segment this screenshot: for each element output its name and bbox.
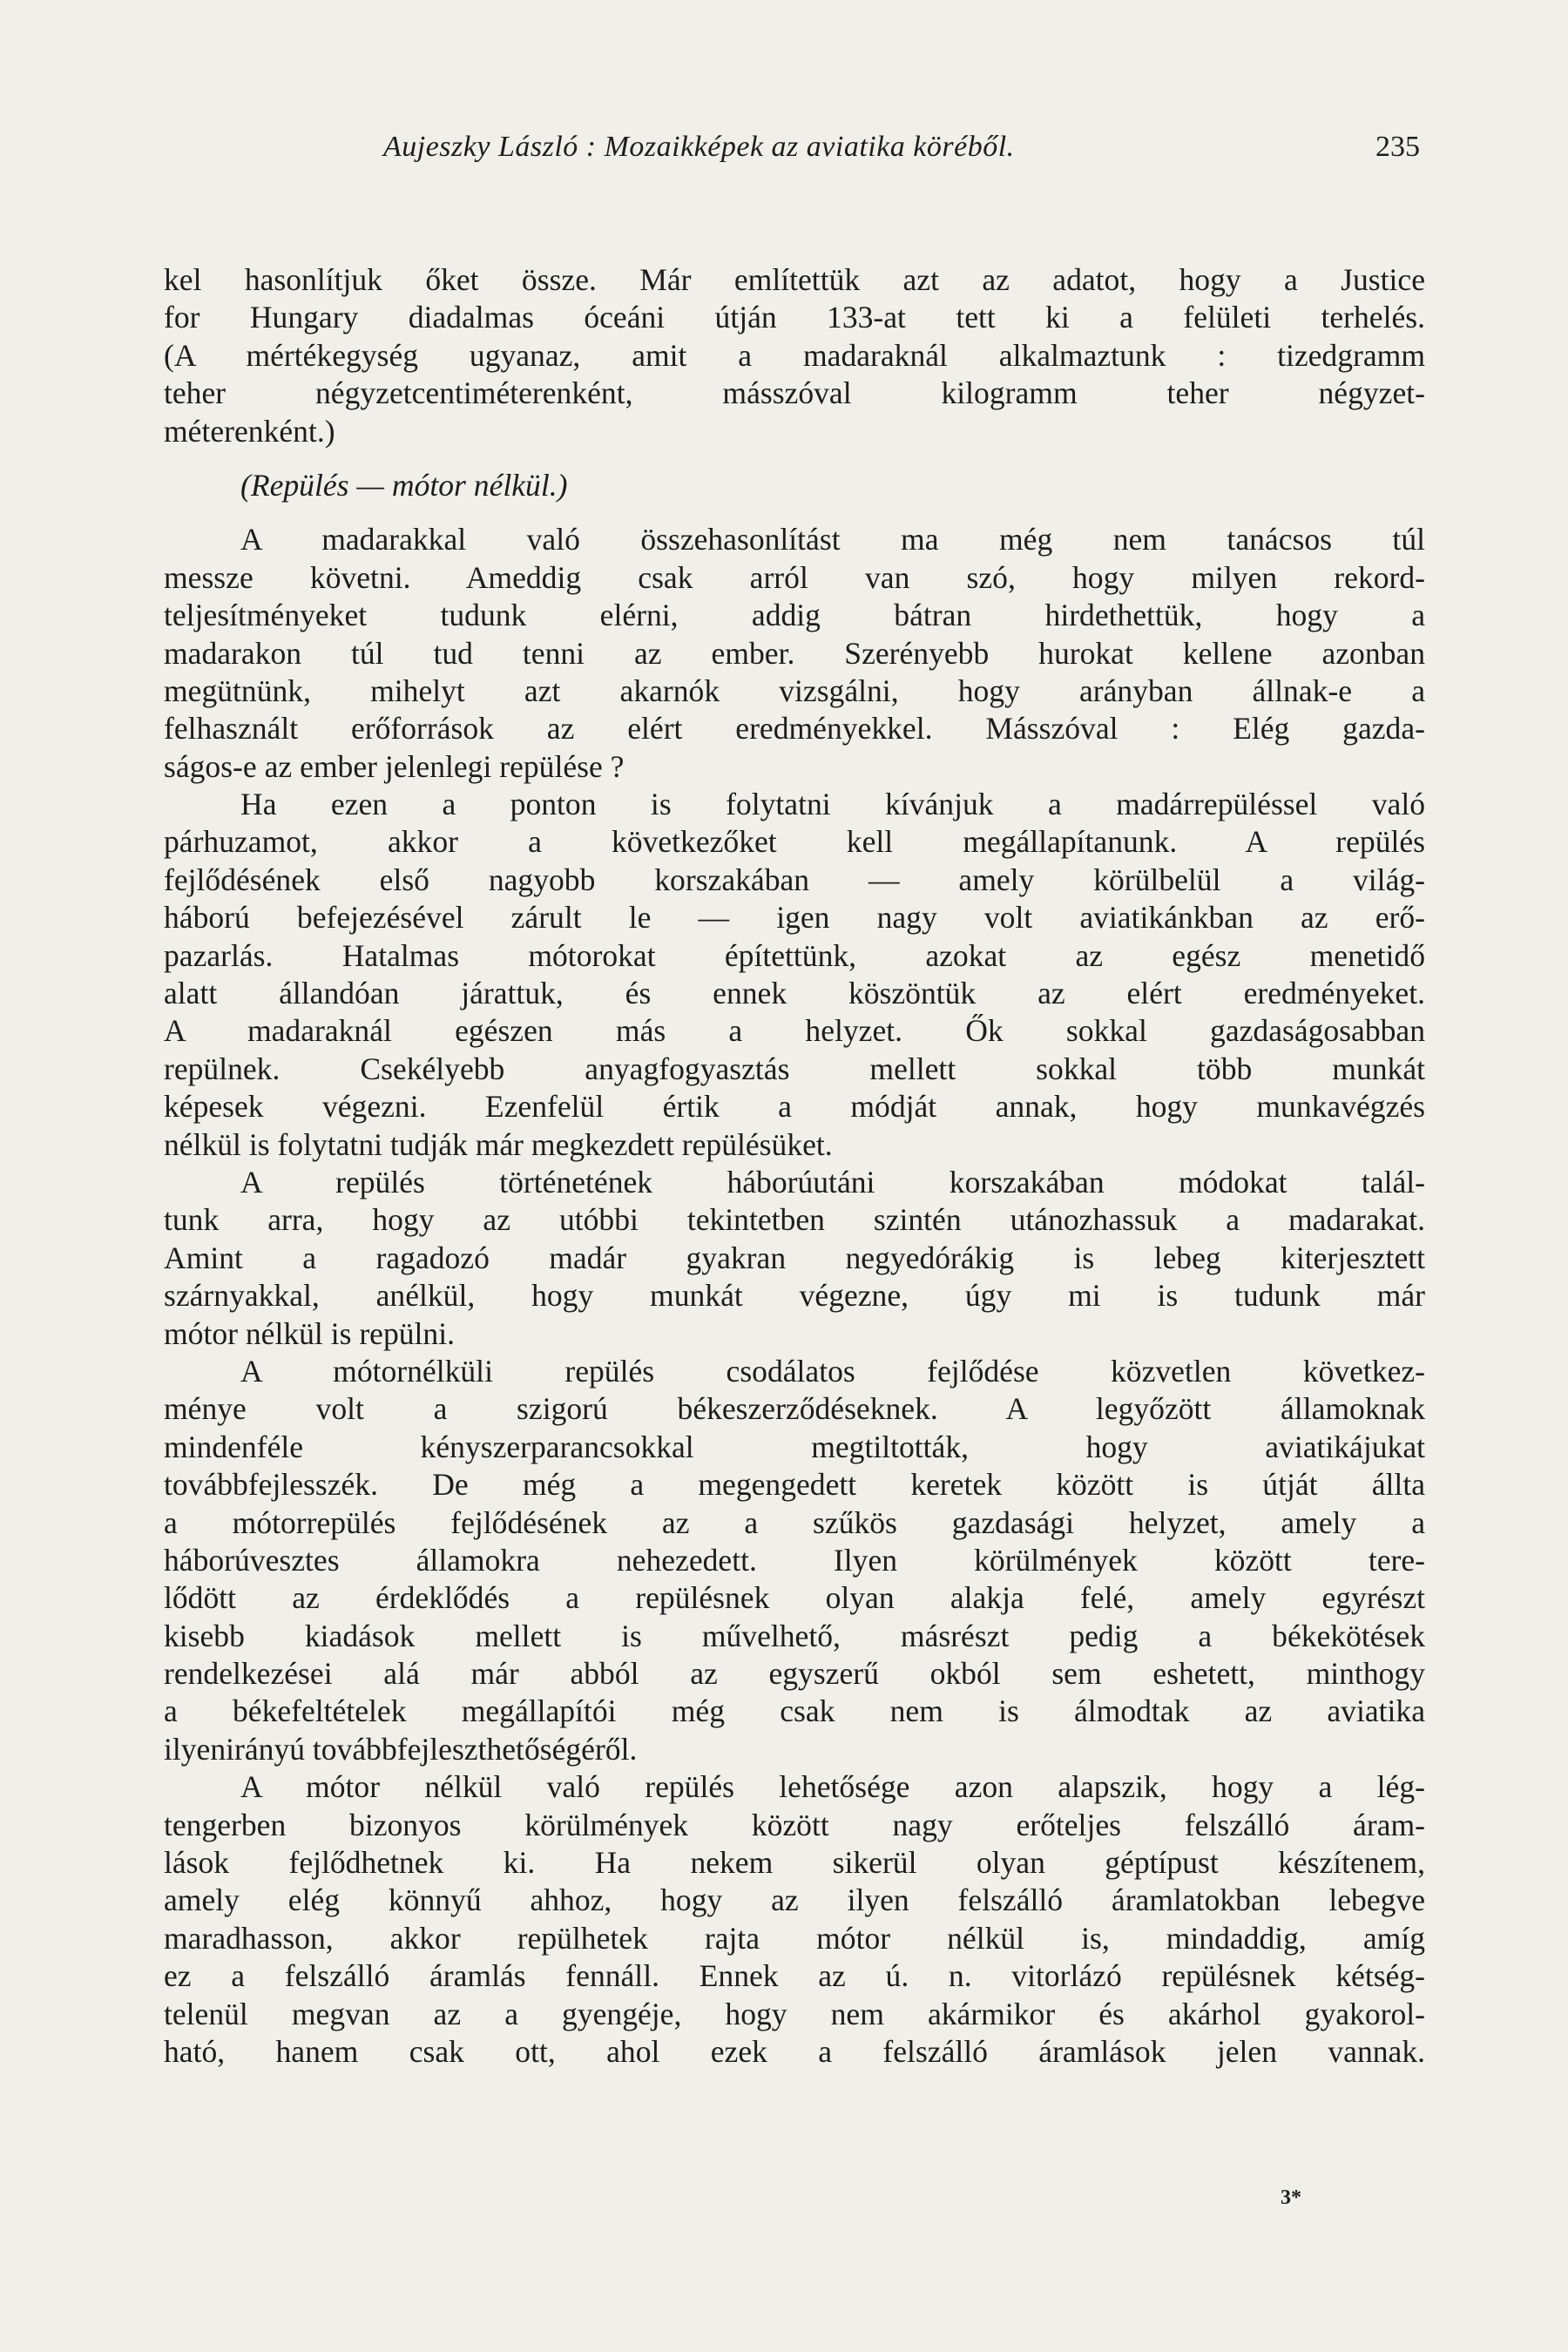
- text-line: rendelkezései alá már abból az egyszerű okból sem eshetett, minthogy: [164, 1656, 1425, 1692]
- text-line: háború befejezésével zárult le — igen nagy volt aviatikánkban az erő-: [164, 900, 1425, 936]
- text-line: A mótor nélkül való repülés lehetősége azon alapszik, hogy a lég-: [240, 1769, 1425, 1805]
- text-line: nélkül is folytatni tudják már megkezdett repülésüket.: [164, 1126, 833, 1162]
- body-text: [164, 261, 1425, 2071]
- text-line: maradhasson, akkor repülhetek rajta mótor nélkül is, mindaddig, amíg: [164, 1920, 1425, 1956]
- text-line: tengerben bizonyos körülmények között nagy erőteljes felszálló áram-: [164, 1807, 1425, 1842]
- text-line: fejlődésének első nagyobb korszakában — amely körülbelül a világ-: [164, 862, 1425, 897]
- text-line: telenül megvan az a gyengéje, hogy nem akármikor és akárhol gyakorol-: [164, 1996, 1425, 2031]
- text-line: kel hasonlítjuk őket össze. Már említettük azt az adatot, hogy a Justice: [164, 262, 1425, 297]
- text-line: ménye volt a szigorú békeszerződéseknek. A legyőzött államoknak: [164, 1391, 1425, 1427]
- text-line: ságos-e az ember jelenlegi repülése ?: [164, 748, 625, 784]
- text-line: a békefeltételek megállapítói még csak nem is álmodtak az aviatika: [164, 1693, 1425, 1729]
- text-line: teljesítményeket tudunk elérni, addig bátran hirdethettük, hogy a: [164, 598, 1425, 633]
- text-line: for Hungary diadalmas óceáni útján 133-at tett ki a felületi terhelés.: [164, 300, 1425, 335]
- text-line: szárnyakkal, anélkül, hogy munkát végezne, úgy mi is tudunk már: [164, 1278, 1425, 1314]
- text-line: képesek végezni. Ezenfelül értik a módját annak, hogy munkavégzés: [164, 1089, 1425, 1125]
- running-title: Aujeszky László : Mozaikképek az aviatika köréből.: [383, 131, 1015, 163]
- signature-mark: 3*: [1281, 2186, 1301, 2209]
- text-line: a mótorrepülés fejlődésének az a szűkös gazdasági helyzet, amely a: [164, 1504, 1425, 1540]
- text-line: ható, hanem csak ott, ahol ezek a felszálló áramlások jelen vannak.: [164, 2033, 1425, 2069]
- text-line: (A mértékegység ugyanaz, amit a madaraknál alkalmaztunk : tizedgramm: [164, 337, 1425, 373]
- text-line: lődött az érdeklődés a repülésnek olyan alakja felé, amely egyrészt: [164, 1580, 1425, 1616]
- text-line: ilyenirányú továbbfejleszthetőségéről.: [164, 1731, 638, 1767]
- text-line: megütnünk, mihelyt azt akarnók vizsgálni, hogy arányban állnak-e a: [164, 672, 1425, 708]
- text-line: Ha ezen a ponton is folytatni kívánjuk a madárrepüléssel való: [240, 787, 1425, 822]
- text-line: A mótornélküli repülés csodálatos fejlődése közvetlen következ-: [240, 1353, 1425, 1389]
- text-line: alatt állandóan járattuk, és ennek köszöntük az elért eredményeket.: [164, 976, 1425, 1011]
- text-line: pazarlás. Hatalmas mótorokat építettünk, azokat az egész menetidő: [164, 937, 1425, 973]
- text-line: A repülés történetének háborúutáni korszakában módokat talál-: [240, 1164, 1425, 1200]
- text-line: Amint a ragadozó madár gyakran negyedórákig is lebeg kiterjesztett: [164, 1240, 1425, 1275]
- text-line: teher négyzetcentiméterenként, másszóval kilogramm teher négyzet-: [164, 375, 1425, 411]
- text-line: felhasznált erőforrások az elért eredményekkel. Másszóval : Elég gazda-: [164, 711, 1425, 747]
- text-line: A madaraknál egészen más a helyzet. Ők sokkal gazdaságosabban: [164, 1013, 1425, 1049]
- text-line: párhuzamot, akkor a következőket kell megállapítanunk. A repülés: [164, 824, 1425, 860]
- text-line: kisebb kiadások mellett is művelhető, másrészt pedig a békekötések: [164, 1618, 1425, 1653]
- text-line: madarakon túl tud tenni az ember. Szerényebb hurokat kellene azonban: [164, 635, 1425, 671]
- text-line: ez a felszálló áramlás fennáll. Ennek az ú. n. vitorlázó repülésnek kétség-: [164, 1958, 1425, 1994]
- text-line: méterenként.): [164, 413, 335, 449]
- text-line: messze követni. Ameddig csak arról van szó, hogy milyen rekord-: [164, 559, 1425, 595]
- text-line: tunk arra, hogy az utóbbi tekintetben szintén utánozhassuk a madarakat.: [164, 1202, 1425, 1238]
- text-line: lások fejlődhetnek ki. Ha nekem sikerül olyan géptípust készítenem,: [164, 1845, 1425, 1881]
- text-line: amely elég könnyű ahhoz, hogy az ilyen felszálló áramlatokban lebegve: [164, 1882, 1425, 1918]
- text-line: repülnek. Csekélyebb anyagfogyasztás mellett sokkal több munkát: [164, 1051, 1425, 1086]
- text-line: továbbfejlesszék. De még a megengedett keretek között is útját állta: [164, 1467, 1425, 1503]
- text-line: mindenféle kényszerparancsokkal megtiltották, hogy aviatikájukat: [164, 1429, 1425, 1464]
- page-header: [383, 131, 1420, 174]
- page-number: 235: [1375, 131, 1420, 163]
- section-heading: (Repülés — mótor nélkül.): [240, 467, 568, 503]
- text-line: háborúvesztes államokra nehezedett. Ilyen körülmények között tere-: [164, 1542, 1425, 1578]
- text-line: A madarakkal való összehasonlítást ma még nem tanácsos túl: [240, 522, 1425, 558]
- text-line: mótor nélkül is repülni.: [164, 1315, 455, 1351]
